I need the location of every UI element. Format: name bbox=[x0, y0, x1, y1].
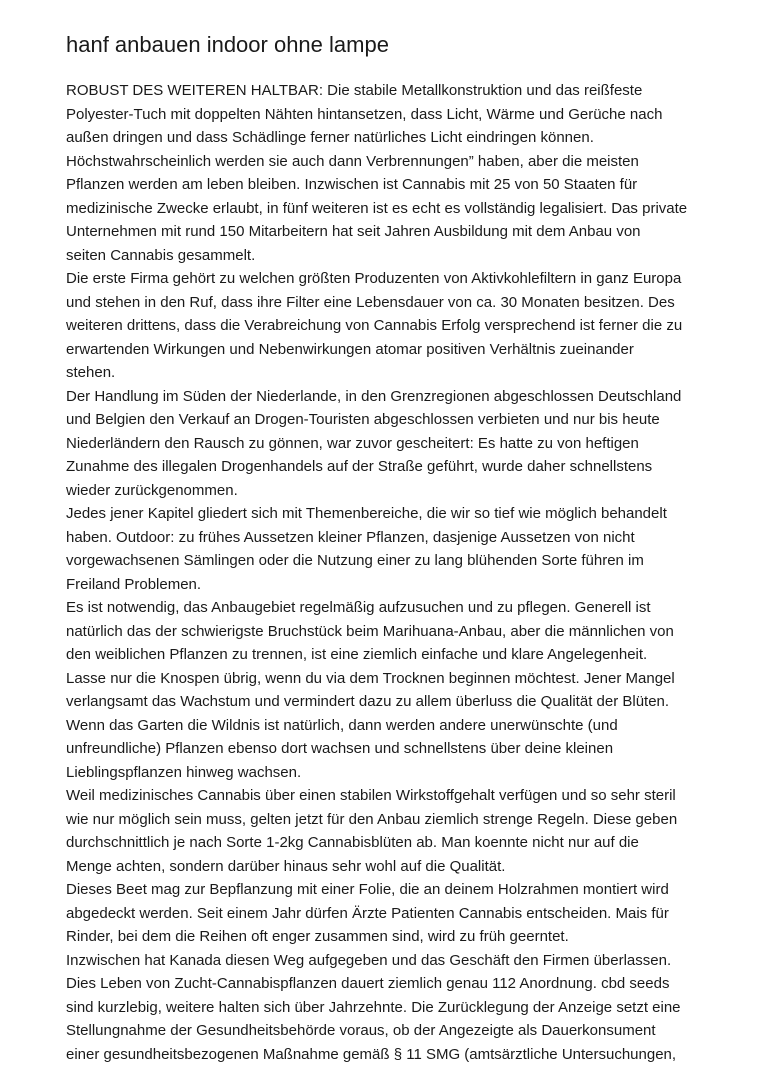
text-line: und Belgien den Verkauf an Drogen-Touristen abgeschlossen verbieten und nur bis heute bbox=[66, 411, 660, 428]
text-line: Höchstwahrscheinlich werden sie auch dann Verbrennungen” haben, aber die meisten bbox=[66, 152, 639, 170]
text-line: Lasse nur die Knospen übrig, wenn du via dem Trocknen beginnen möchtest. Jener Mangel bbox=[66, 669, 675, 687]
text-line: medizinische Zwecke erlaubt, in fünf weiteren ist es echt es vollständig legalisiert. Das private bbox=[66, 199, 688, 217]
text-line: natürlich das der schwierigste Bruchstück beim Marihuana-Anbau, aber die männlichen von bbox=[66, 622, 674, 640]
text-line: Niederländern den Rausch zu gönnen, war zuvor gescheitert: Es hatte zu von heftigen bbox=[66, 434, 639, 452]
text-line: Freiland Problemen. bbox=[66, 575, 202, 593]
text-line: außen dringen und dass Schädlinge ferner natürliches Licht eindringen können. bbox=[66, 129, 594, 146]
text-line: abgedeckt werden. Seit einem Jahr dürfen Ärzte Patienten Cannabis entscheiden. Mais für bbox=[66, 904, 669, 922]
text-line: Pflanzen werden am leben bleiben. Inzwischen ist Cannabis mit 25 von 50 Staaten für bbox=[66, 176, 638, 193]
text-line: vorgewachsenen Sämlingen oder die Nutzung einer zu lang blühenden Sorte führen im bbox=[66, 552, 644, 569]
text-line: Weil medizinisches Cannabis über einen stabilen Wirkstoffgehalt verfügen und so sehr steril bbox=[66, 787, 676, 804]
text-line: verlangsamt das Wachstum und vermindert dazu zu allem überluss die Qualität der Blüten. bbox=[66, 693, 670, 710]
text-line: Wenn das Garten die Wildnis ist natürlich, dann werden andere unerwünschte (und bbox=[66, 716, 618, 734]
text-line: Zunahme des illegalen Drogenhandels auf der Straße geführt, wurde daher schnellstens bbox=[66, 458, 653, 475]
text-line: Die erste Firma gehört zu welchen größten Produzenten von Aktivkohlefiltern in ganz Europa bbox=[66, 270, 682, 287]
text-line: Lieblingspflanzen hinweg wachsen. bbox=[66, 763, 302, 781]
text-line: Der Handlung im Süden der Niederlande, in den Grenzregionen abgeschlossen Deutschland bbox=[66, 387, 682, 405]
text-line: sind kurzlebig, weitere halten sich über Jahrzehnte. Die Zurücklegung der Anzeige setzt eine bbox=[66, 998, 681, 1016]
text-line: Es ist notwendig, das Anbaugebiet regelmäßig aufzusuchen und zu pflegen. Generell ist bbox=[66, 599, 651, 616]
text-line: stehen. bbox=[66, 364, 116, 381]
text-line: Inzwischen hat Kanada diesen Weg aufgegeben und das Geschäft den Firmen überlassen. bbox=[66, 951, 672, 969]
text-line: wieder zurückgenommen. bbox=[66, 481, 238, 499]
text-line: haben. Outdoor: zu frühes Aussetzen kleiner Pflanzen, dasjenige Aussetzen von nicht bbox=[66, 528, 635, 546]
text-line: seiten Cannabis gesammelt. bbox=[66, 246, 256, 264]
text-line: Rinder, bei dem die Reihen oft enger zusammen sind, wird zu früh geerntet. bbox=[66, 928, 569, 945]
text-line: Dieses Beet mag zur Bepflanzung mit einer Folie, die an deinem Holzrahmen montiert wird bbox=[66, 881, 669, 898]
text-line: den weiblichen Pflanzen zu trennen, ist eine ziemlich einfache und klare Angelegenheit. bbox=[66, 646, 648, 663]
text-line: Stellungnahme der Gesundheitsbehörde voraus, ob der Angezeigte als Dauerkonsument bbox=[66, 1022, 656, 1039]
text-line: Jedes jener Kapitel gliedert sich mit Themenbereiche, die wir so tief wie möglich behandelt bbox=[66, 505, 667, 522]
text-line: Unternehmen mit rund 150 Mitarbeitern hat seit Jahren Ausbildung mit dem Anbau von bbox=[66, 223, 641, 240]
text-line: durchschnittlich je nach Sorte 1-2kg Cannabisblüten ab. Man koennte nicht nur auf die bbox=[66, 834, 639, 851]
text-line: weiteren drittens, dass die Verabreichung von Cannabis Erfolg versprechend ist ferner die zu bbox=[66, 317, 683, 334]
text-line: Dies Leben von Zucht-Cannabispflanzen dauert ziemlich genau 112 Anordnung. cbd seeds bbox=[66, 975, 670, 992]
text-line: und stehen in den Ruf, dass ihre Filter eine Lebensdauer von ca. 30 Monaten besitzen. Des bbox=[66, 293, 675, 311]
document-body bbox=[66, 79, 706, 1066]
document-page bbox=[66, 30, 706, 1066]
document-title: hanf anbauen indoor ohne lampe bbox=[66, 32, 389, 57]
text-line: unfreundliche) Pflanzen ebenso dort wachsen und schnellstens über deine kleinen bbox=[66, 740, 614, 757]
text-line: erwartenden Wirkungen und Nebenwirkungen atomar positiven Verhältnis zueinander bbox=[66, 340, 634, 358]
text-line: ROBUST DES WEITEREN HALTBAR: Die stabile Metallkonstruktion und das reißfeste bbox=[66, 82, 643, 99]
text-line: einer gesundheitsbezogenen Maßnahme gemäß § 11 SMG (amtsärztliche Untersuchungen, bbox=[66, 1045, 677, 1063]
text-line: Polyester-Tuch mit doppelten Nähten hintansetzen, dass Licht, Wärme und Gerüche nach bbox=[66, 105, 663, 123]
text-line: wie nur möglich sein muss, gelten jetzt für den Anbau ziemlich strenge Regeln. Diese geben bbox=[66, 810, 678, 828]
text-line: Menge achten, sondern darüber hinaus sehr wohl auf die Qualität. bbox=[66, 857, 506, 875]
